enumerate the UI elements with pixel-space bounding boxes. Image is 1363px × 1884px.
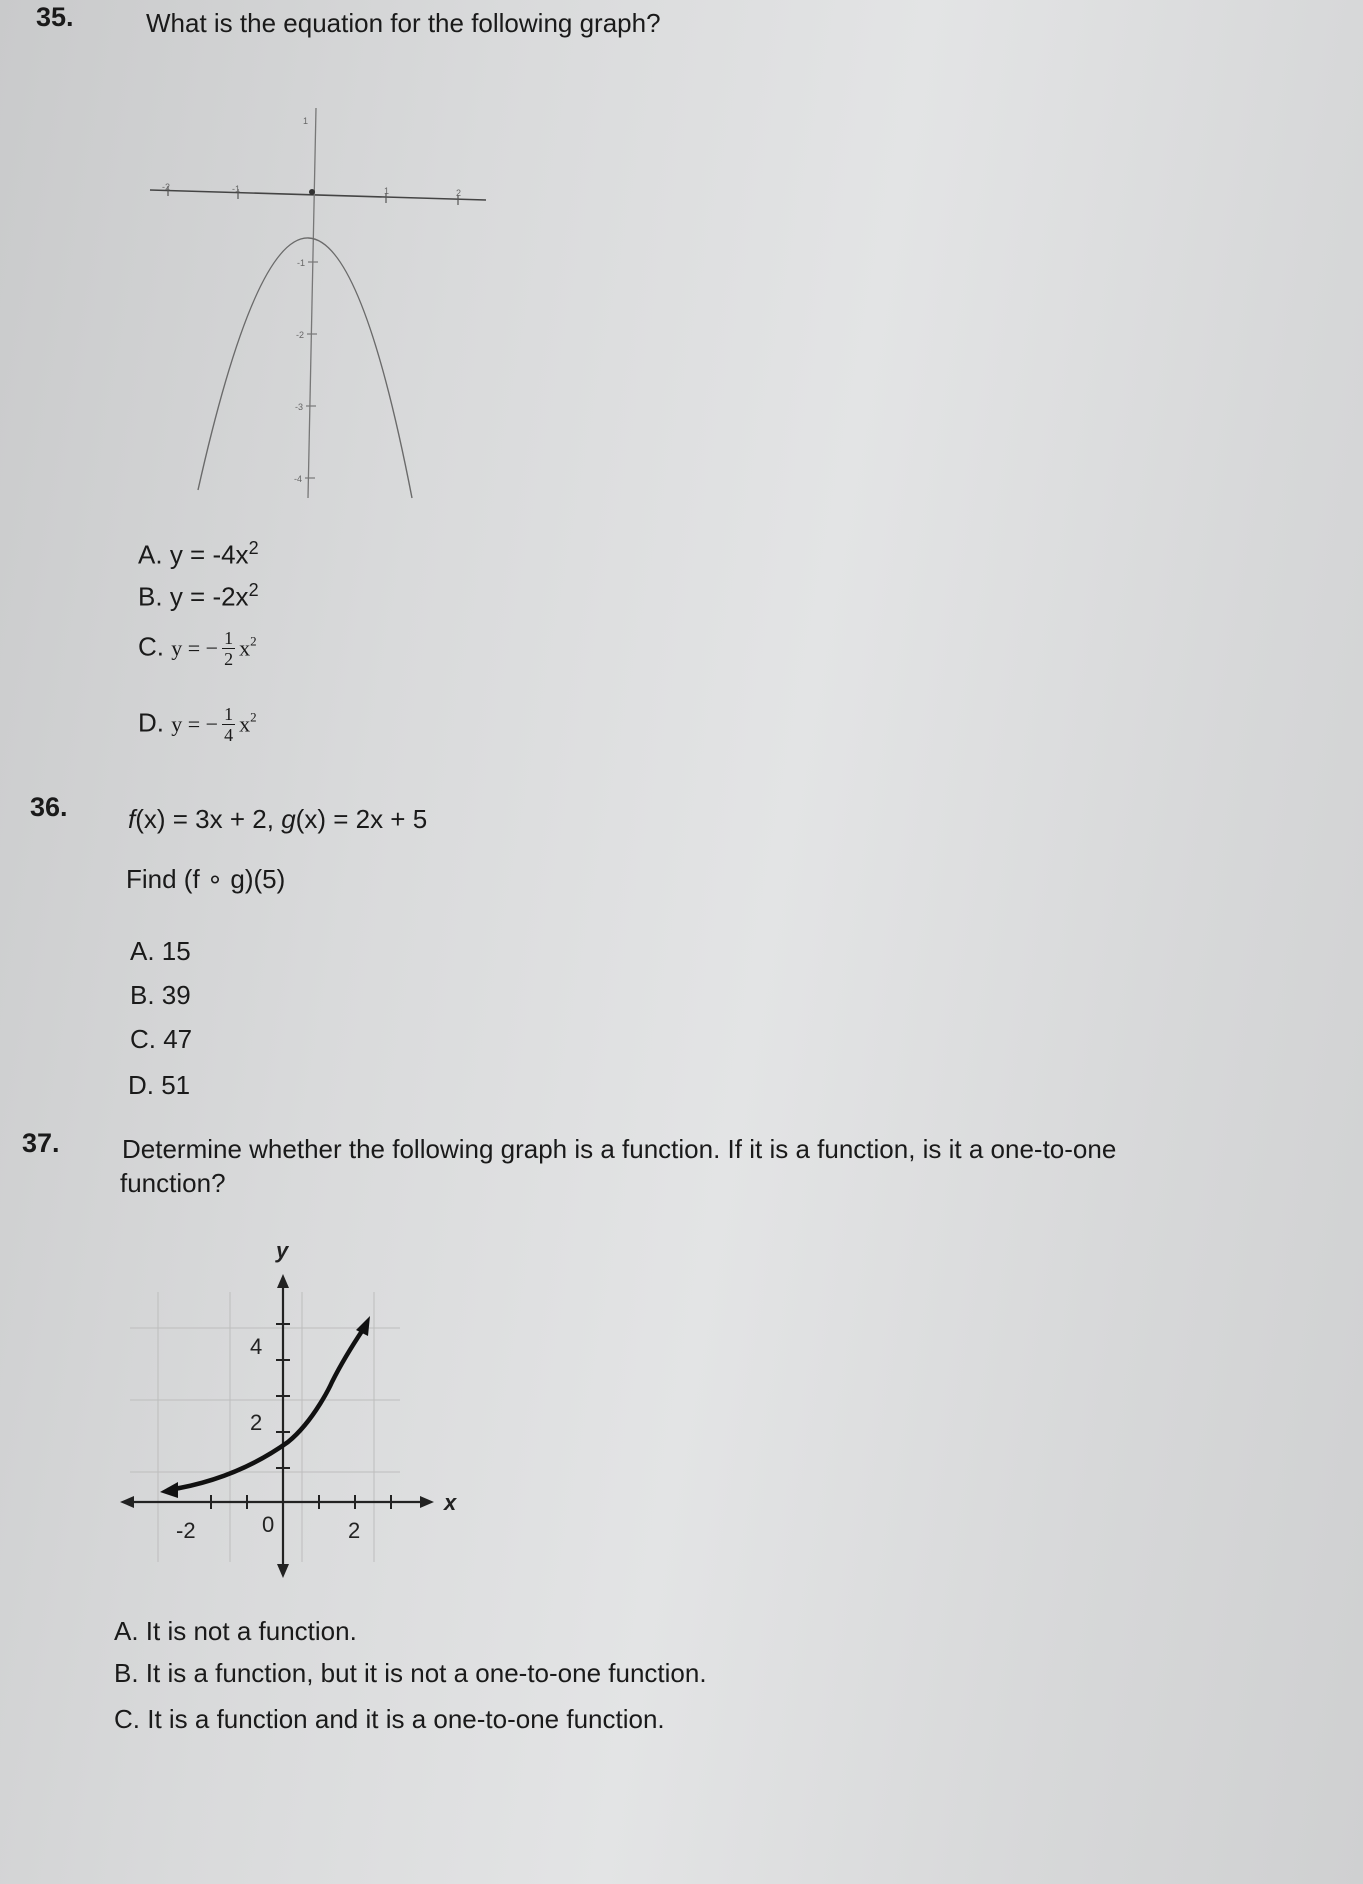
question-35-parabola-graph [148, 72, 488, 492]
exponential-curve [168, 1328, 364, 1490]
x-tick-label: -2 [176, 1518, 196, 1543]
question-35-number: 35. [36, 2, 74, 32]
question-35-option-a[interactable]: A. $y = -4x^2$ [138, 538, 259, 570]
question-35-text: What is the equation for the following graph? [146, 8, 661, 38]
y-axis [308, 108, 316, 498]
question-36-find: Find (f ∘ g)(5) [126, 864, 286, 894]
x-tick-label: -2 [162, 182, 171, 192]
question-37-text-line-2: function? [120, 1168, 226, 1198]
x-axis [150, 190, 486, 200]
x-axis-arrow-right [420, 1496, 434, 1508]
x-tick-label: -1 [232, 184, 241, 194]
question-36-option-b[interactable]: B. 39 [130, 980, 191, 1010]
question-37-number: 37. [22, 1128, 60, 1158]
question-35-option-d[interactable]: D. y = − $\frac{1}{4}$ $x^2$ [138, 704, 257, 745]
question-37-option-a[interactable]: A. It is not a function. [114, 1616, 357, 1646]
y-axis-arrow-up [277, 1274, 289, 1288]
x-tick-label: 2 [348, 1518, 361, 1543]
x-axis-arrow-left [120, 1496, 134, 1508]
fraction-one-quarter: $\frac{1}{4}$ [224, 704, 234, 745]
y-tick-label: -3 [295, 402, 304, 412]
question-36-number: 36. [30, 792, 68, 822]
question-35-option-c[interactable]: C. y = − $\frac{1}{2}$ $x^2$ [138, 628, 257, 669]
x-tick-label: 2 [456, 188, 462, 198]
question-37-exponential-graph [110, 1232, 470, 1592]
y-axis-arrow-down [277, 1564, 289, 1578]
x-tick-label: 0 [262, 1512, 275, 1537]
fraction-one-half: $\frac{1}{2}$ [224, 628, 234, 669]
y-axis-label: y [276, 1238, 289, 1263]
curve-arrow-left [160, 1482, 178, 1498]
question-37-text-line-1: Determine whether the following graph is a function. If it is a function, is it a one-to-one [122, 1134, 1117, 1164]
y-tick-label: 2 [250, 1410, 263, 1435]
question-35-option-b[interactable]: B. $y = -2x^2$ [138, 580, 259, 612]
question-36-functions: f(x) = 3x + 2, g(x) = 2x + 5 [128, 804, 428, 834]
parabola-curve [198, 238, 412, 498]
question-36-option-d[interactable]: D. 51 [128, 1070, 191, 1100]
y-tick-label: -4 [294, 474, 303, 484]
y-tick-label: -1 [297, 258, 306, 268]
x-axis-label: x [444, 1490, 457, 1515]
y-tick-label: 4 [250, 1334, 263, 1359]
y-tick-label: 1 [303, 116, 309, 126]
x-tick-label: 1 [384, 186, 390, 196]
question-36-option-c[interactable]: C. 47 [130, 1024, 193, 1054]
question-37-option-b[interactable]: B. It is a function, but it is not a one-to-one function. [114, 1658, 707, 1688]
question-36-option-a[interactable]: A. 15 [130, 936, 191, 966]
vertex-point [309, 189, 315, 195]
y-tick-label: -2 [296, 330, 305, 340]
question-37-option-c[interactable]: C. It is a function and it is a one-to-one function. [114, 1704, 665, 1734]
